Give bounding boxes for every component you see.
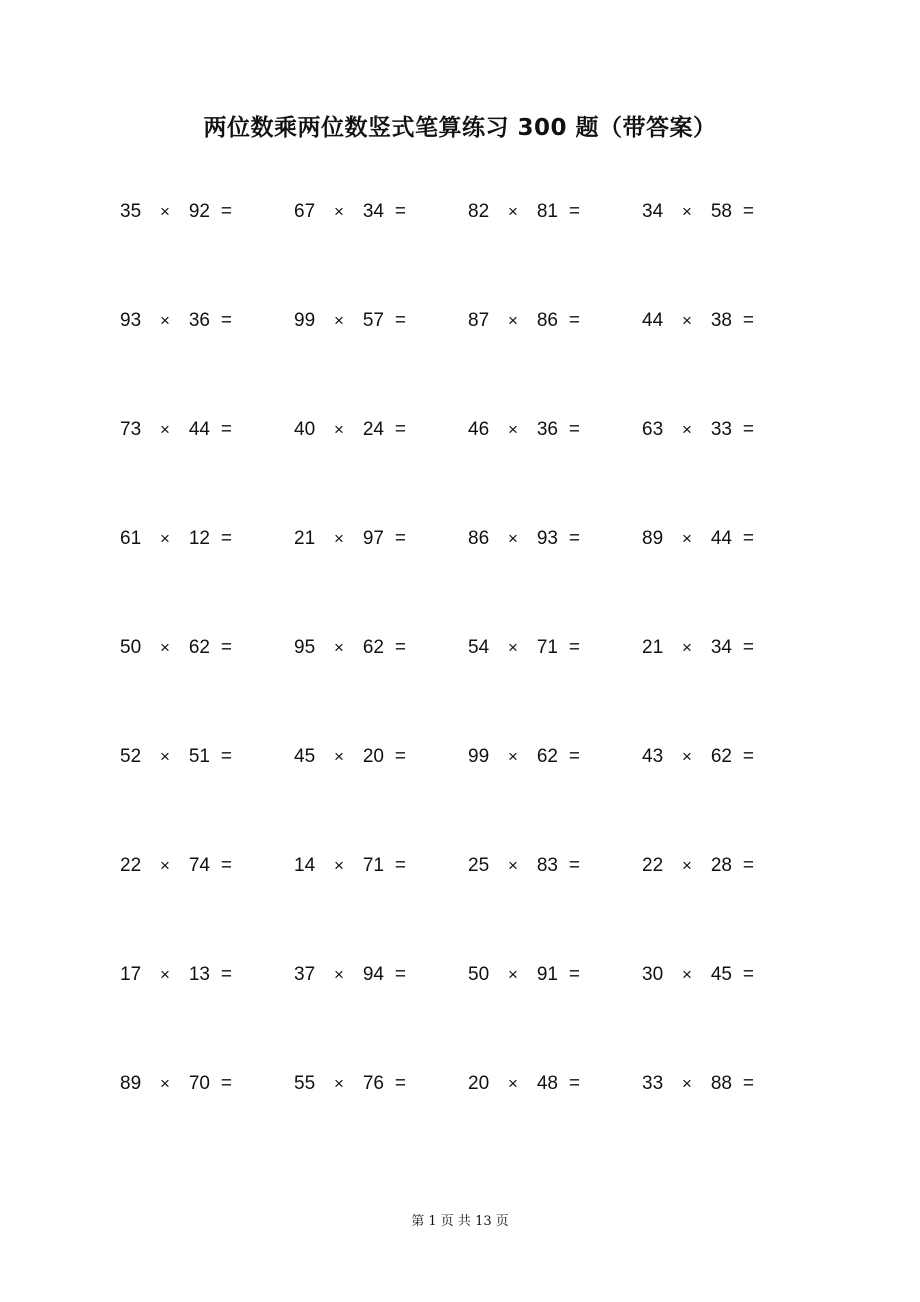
equals-sign: = — [220, 855, 232, 876]
footer-prefix: 第 — [411, 1214, 425, 1229]
first-factor: 17 — [120, 964, 142, 985]
multiply-sign: × — [682, 202, 692, 221]
second-factor: 76 — [362, 1073, 384, 1094]
equals-sign: = — [394, 637, 406, 658]
multiplication-problem — [468, 1071, 580, 1097]
multiplication-problem — [642, 853, 754, 879]
equals-sign: = — [742, 855, 754, 876]
second-factor: 74 — [188, 855, 210, 876]
first-factor: 14 — [294, 855, 316, 876]
multiplication-problem — [120, 635, 232, 661]
second-factor: 33 — [710, 419, 732, 440]
multiply-sign: × — [682, 747, 692, 766]
first-factor: 87 — [468, 310, 490, 331]
first-factor: 89 — [642, 528, 664, 549]
multiply-sign: × — [682, 311, 692, 330]
multiply-sign: × — [160, 856, 170, 875]
multiply-sign: × — [160, 529, 170, 548]
second-factor: 81 — [536, 201, 558, 222]
second-factor: 88 — [710, 1073, 732, 1094]
equals-sign: = — [742, 964, 754, 985]
equals-sign: = — [394, 201, 406, 222]
first-factor: 61 — [120, 528, 142, 549]
multiply-sign: × — [334, 856, 344, 875]
second-factor: 83 — [536, 855, 558, 876]
first-factor: 44 — [642, 310, 664, 331]
second-factor: 71 — [362, 855, 384, 876]
second-factor: 97 — [362, 528, 384, 549]
equals-sign: = — [220, 964, 232, 985]
multiply-sign: × — [334, 1074, 344, 1093]
second-factor: 58 — [710, 201, 732, 222]
first-factor: 73 — [120, 419, 142, 440]
equals-sign: = — [742, 528, 754, 549]
multiply-sign: × — [160, 965, 170, 984]
multiplication-problem — [468, 199, 580, 225]
multiply-sign: × — [160, 420, 170, 439]
equals-sign: = — [568, 964, 580, 985]
equals-sign: = — [568, 528, 580, 549]
multiplication-problem — [294, 526, 406, 552]
first-factor: 34 — [642, 201, 664, 222]
second-factor: 62 — [710, 746, 732, 767]
multiplication-problem — [642, 526, 754, 552]
multiply-sign: × — [334, 529, 344, 548]
second-factor: 20 — [362, 746, 384, 767]
first-factor: 37 — [294, 964, 316, 985]
multiply-sign: × — [508, 856, 518, 875]
multiply-sign: × — [334, 638, 344, 657]
second-factor: 70 — [188, 1073, 210, 1094]
first-factor: 35 — [120, 201, 142, 222]
equals-sign: = — [742, 419, 754, 440]
first-factor: 54 — [468, 637, 490, 658]
second-factor: 86 — [536, 310, 558, 331]
equals-sign: = — [394, 419, 406, 440]
equals-sign: = — [742, 746, 754, 767]
second-factor: 57 — [362, 310, 384, 331]
first-factor: 40 — [294, 419, 316, 440]
multiply-sign: × — [508, 420, 518, 439]
multiply-sign: × — [682, 529, 692, 548]
equals-sign: = — [394, 528, 406, 549]
second-factor: 38 — [710, 310, 732, 331]
multiplication-problem — [120, 744, 232, 770]
first-factor: 21 — [294, 528, 316, 549]
multiplication-problem — [294, 308, 406, 334]
second-factor: 62 — [536, 746, 558, 767]
multiply-sign: × — [508, 202, 518, 221]
second-factor: 36 — [536, 419, 558, 440]
multiplication-problem — [642, 1071, 754, 1097]
multiplication-problem — [468, 853, 580, 879]
multiplication-problem — [120, 1071, 232, 1097]
equals-sign: = — [220, 1073, 232, 1094]
first-factor: 46 — [468, 419, 490, 440]
footer-middle: 页 共 — [440, 1214, 471, 1229]
first-factor: 55 — [294, 1073, 316, 1094]
multiply-sign: × — [160, 747, 170, 766]
second-factor: 48 — [536, 1073, 558, 1094]
second-factor: 45 — [710, 964, 732, 985]
equals-sign: = — [568, 855, 580, 876]
multiply-sign: × — [508, 529, 518, 548]
multiply-sign: × — [160, 1074, 170, 1093]
first-factor: 22 — [120, 855, 142, 876]
second-factor: 44 — [188, 419, 210, 440]
second-factor: 62 — [362, 637, 384, 658]
multiplication-problem — [468, 417, 580, 443]
multiplication-problem — [468, 308, 580, 334]
first-factor: 50 — [468, 964, 490, 985]
second-factor: 12 — [188, 528, 210, 549]
multiplication-problem — [120, 417, 232, 443]
multiply-sign: × — [160, 311, 170, 330]
multiply-sign: × — [682, 420, 692, 439]
first-factor: 43 — [642, 746, 664, 767]
multiplication-problem — [120, 526, 232, 552]
multiplication-problem — [468, 744, 580, 770]
multiplication-problem — [294, 417, 406, 443]
second-factor: 62 — [188, 637, 210, 658]
equals-sign: = — [220, 528, 232, 549]
first-factor: 30 — [642, 964, 664, 985]
first-factor: 93 — [120, 310, 142, 331]
multiplication-problem — [294, 744, 406, 770]
multiply-sign: × — [334, 202, 344, 221]
multiply-sign: × — [508, 747, 518, 766]
equals-sign: = — [394, 855, 406, 876]
second-factor: 24 — [362, 419, 384, 440]
multiply-sign: × — [682, 856, 692, 875]
equals-sign: = — [742, 310, 754, 331]
first-factor: 20 — [468, 1073, 490, 1094]
multiply-sign: × — [682, 1074, 692, 1093]
multiplication-problem — [642, 744, 754, 770]
first-factor: 89 — [120, 1073, 142, 1094]
multiplication-problem — [294, 199, 406, 225]
first-factor: 63 — [642, 419, 664, 440]
equals-sign: = — [742, 637, 754, 658]
multiplication-problem — [468, 635, 580, 661]
multiply-sign: × — [682, 965, 692, 984]
multiplication-problem — [642, 417, 754, 443]
first-factor: 25 — [468, 855, 490, 876]
equals-sign: = — [220, 637, 232, 658]
equals-sign: = — [568, 1073, 580, 1094]
first-factor: 33 — [642, 1073, 664, 1094]
equals-sign: = — [568, 201, 580, 222]
second-factor: 34 — [710, 637, 732, 658]
first-factor: 45 — [294, 746, 316, 767]
multiplication-problem — [468, 526, 580, 552]
second-factor: 94 — [362, 964, 384, 985]
multiplication-problem — [120, 308, 232, 334]
second-factor: 92 — [188, 201, 210, 222]
multiply-sign: × — [508, 311, 518, 330]
multiplication-problem — [642, 635, 754, 661]
footer-page-number: 1 — [428, 1214, 437, 1229]
multiplication-problem — [642, 308, 754, 334]
equals-sign: = — [220, 419, 232, 440]
equals-sign: = — [394, 746, 406, 767]
first-factor: 99 — [468, 746, 490, 767]
multiplication-problem — [294, 962, 406, 988]
equals-sign: = — [394, 310, 406, 331]
second-factor: 91 — [536, 964, 558, 985]
multiply-sign: × — [334, 420, 344, 439]
multiplication-problem — [294, 1071, 406, 1097]
multiplication-problem — [642, 199, 754, 225]
equals-sign: = — [568, 746, 580, 767]
equals-sign: = — [394, 964, 406, 985]
equals-sign: = — [742, 201, 754, 222]
equals-sign: = — [568, 637, 580, 658]
equals-sign: = — [220, 746, 232, 767]
multiplication-problem — [294, 853, 406, 879]
footer-total-pages: 13 — [475, 1214, 492, 1229]
first-factor: 82 — [468, 201, 490, 222]
multiply-sign: × — [334, 965, 344, 984]
page-title: 两位数乘两位数竖式笔算练习 300 题（带答案） — [203, 115, 717, 141]
first-factor: 86 — [468, 528, 490, 549]
second-factor: 71 — [536, 637, 558, 658]
first-factor: 99 — [294, 310, 316, 331]
first-factor: 22 — [642, 855, 664, 876]
multiply-sign: × — [508, 638, 518, 657]
multiply-sign: × — [682, 638, 692, 657]
footer-suffix: 页 — [495, 1214, 509, 1229]
multiplication-problem — [120, 962, 232, 988]
equals-sign: = — [220, 201, 232, 222]
first-factor: 52 — [120, 746, 142, 767]
second-factor: 28 — [710, 855, 732, 876]
multiplication-problem — [642, 962, 754, 988]
multiply-sign: × — [508, 965, 518, 984]
second-factor: 44 — [710, 528, 732, 549]
second-factor: 13 — [188, 964, 210, 985]
multiplication-problem — [468, 962, 580, 988]
first-factor: 50 — [120, 637, 142, 658]
equals-sign: = — [220, 310, 232, 331]
multiply-sign: × — [508, 1074, 518, 1093]
first-factor: 67 — [294, 201, 316, 222]
second-factor: 51 — [188, 746, 210, 767]
page-footer — [0, 1212, 920, 1232]
multiplication-problem — [120, 199, 232, 225]
multiplication-problem — [120, 853, 232, 879]
second-factor: 93 — [536, 528, 558, 549]
multiply-sign: × — [334, 311, 344, 330]
equals-sign: = — [568, 310, 580, 331]
first-factor: 21 — [642, 637, 664, 658]
equals-sign: = — [394, 1073, 406, 1094]
multiplication-problem — [294, 635, 406, 661]
multiply-sign: × — [160, 638, 170, 657]
first-factor: 95 — [294, 637, 316, 658]
multiply-sign: × — [334, 747, 344, 766]
equals-sign: = — [742, 1073, 754, 1094]
second-factor: 36 — [188, 310, 210, 331]
multiply-sign: × — [160, 202, 170, 221]
equals-sign: = — [568, 419, 580, 440]
second-factor: 34 — [362, 201, 384, 222]
